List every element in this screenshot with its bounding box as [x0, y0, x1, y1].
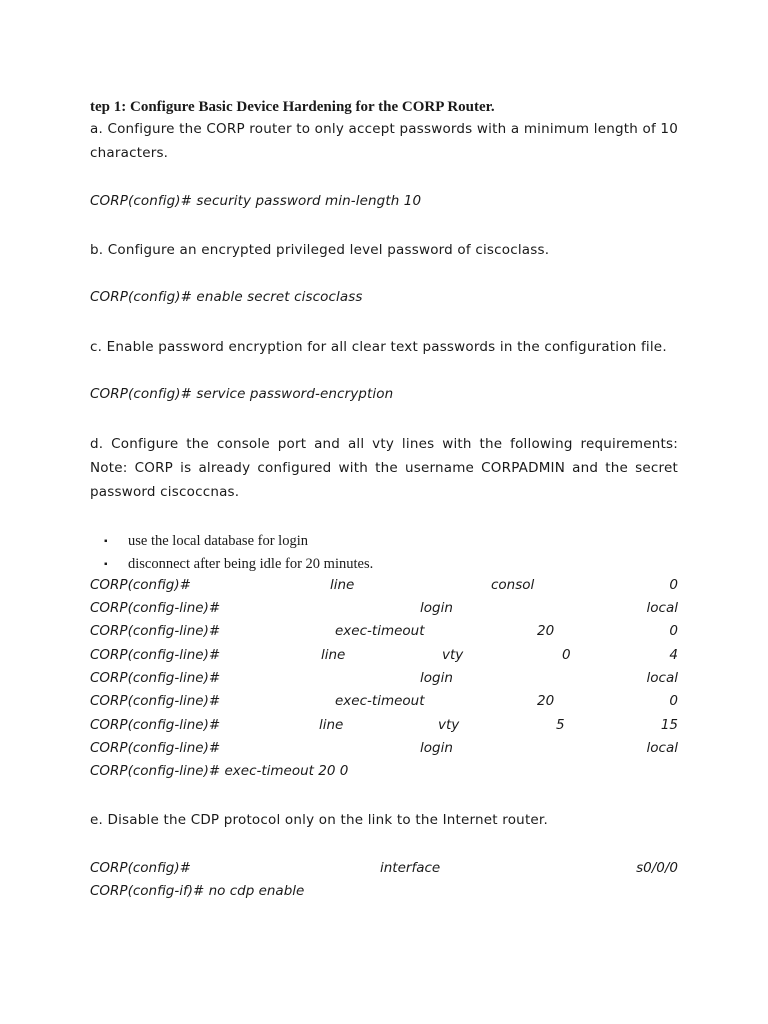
command-prompt: CORP(config-line)# — [90, 693, 221, 709]
command-token: local — [646, 740, 678, 756]
command-token: exec-timeout — [335, 623, 425, 639]
step-a-text: a. Configure the CORP router to only accept passwords with a minimum length of 10 characters. — [90, 121, 678, 161]
command-prompt: CORP(config-line)# — [90, 740, 221, 756]
command-token: vty — [438, 717, 460, 733]
command-token: local — [646, 600, 678, 616]
command-token: local — [646, 670, 678, 686]
command-token: s0/0/0 — [636, 860, 678, 876]
step-c-text: c. Enable password encryption for all clear text passwords in the configuration file. — [90, 339, 667, 355]
step-d-text: d. Configure the console port and all vty lines with the following requirements: Note: CORP is already configured with the username CORPADMIN and the secret password ciscoccnas. — [90, 436, 678, 500]
step-b-command: CORP(config)# enable secret ciscoclass — [90, 289, 363, 305]
step-e-text: e. Disable the CDP protocol only on the link to the Internet router. — [90, 812, 548, 828]
command-token: line — [319, 717, 344, 733]
command-token: 0 — [669, 623, 678, 639]
command-line: CORP(config-if)# no cdp enable — [90, 883, 305, 899]
command-token: 0 — [562, 647, 571, 663]
step-a-command: CORP(config)# security password min-length 10 — [90, 193, 422, 209]
command-prompt: CORP(config)# — [90, 860, 191, 876]
command-prompt: CORP(config)# — [90, 577, 191, 593]
command-token: 0 — [669, 577, 678, 593]
command-token: exec-timeout — [335, 693, 425, 709]
command-token: line — [330, 577, 355, 593]
command-prompt: CORP(config-line)# — [90, 600, 221, 616]
command-line: CORP(config-line)# exec-timeout 20 0 — [90, 763, 349, 779]
list-item: ▪ disconnect after being idle for 20 minutes. — [104, 553, 373, 576]
command-token: 4 — [669, 647, 678, 663]
command-token: 15 — [660, 717, 678, 733]
command-token: login — [420, 670, 453, 686]
command-token: consol — [491, 577, 535, 593]
command-prompt: CORP(config-line)# — [90, 623, 221, 639]
command-token: login — [420, 600, 453, 616]
command-token: 5 — [556, 717, 565, 733]
step-c-command: CORP(config)# service password-encryption — [90, 386, 394, 402]
command-token: 20 — [537, 623, 555, 639]
command-token: 0 — [669, 693, 678, 709]
command-prompt: CORP(config-line)# — [90, 670, 221, 686]
list-item: ▪ use the local database for login — [104, 530, 373, 553]
step-b-text: b. Configure an encrypted privileged level password of ciscoclass. — [90, 242, 550, 258]
command-token: 20 — [537, 693, 555, 709]
command-prompt: CORP(config-line)# — [90, 717, 221, 733]
document-page — [90, 0, 678, 1024]
command-token: line — [321, 647, 346, 663]
command-token: login — [420, 740, 453, 756]
command-token: interface — [380, 860, 441, 876]
step-heading: tep 1: Configure Basic Device Hardening for the CORP Router. — [90, 99, 495, 115]
requirements-list — [104, 530, 373, 576]
command-prompt: CORP(config-line)# — [90, 647, 221, 663]
command-token: vty — [442, 647, 464, 663]
